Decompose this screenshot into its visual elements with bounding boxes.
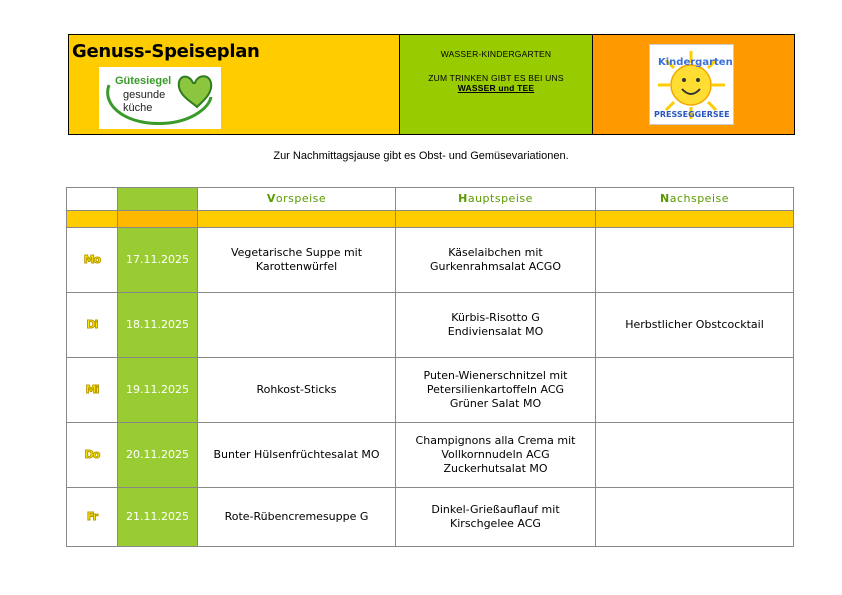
drink-info-line1: ZUM TRINKEN GIBT ES BEI UNS	[428, 73, 564, 83]
kindergarten-logo	[649, 44, 734, 125]
vorspeise-cell-line: Bunter Hülsenfrüchtesalat MO	[213, 448, 380, 461]
header-title-panel	[69, 35, 400, 134]
nachspeise-cell	[596, 228, 794, 293]
vorspeise-cell	[198, 358, 396, 423]
weekday-cell: Mi	[67, 358, 118, 423]
hauptspeise-cell-line: Gurkenrahmsalat ACGO	[430, 260, 561, 273]
svg-text:Kindergarten: Kindergarten	[658, 57, 733, 68]
header-date-cell	[118, 188, 198, 211]
day-rows	[67, 228, 794, 547]
spacer-cell	[67, 211, 118, 228]
guetesiegel-logo	[99, 67, 221, 129]
vorspeise-cell	[198, 423, 396, 488]
day-row	[67, 228, 794, 293]
hauptspeise-initial: H	[458, 192, 468, 205]
vorspeise-cell-line: Karottenwürfel	[255, 260, 338, 273]
spacer-cell	[396, 211, 596, 228]
hauptspeise-cell-line: Grüner Salat MO	[449, 397, 542, 410]
weekday-cell: Do	[67, 423, 118, 488]
hauptspeise-cell	[396, 358, 596, 423]
afternoon-snack-note: Zur Nachmittagsjause gibt es Obst- und Gemüsevariationen.	[273, 150, 569, 162]
guetesiegel-line1: Gütesiegel	[115, 75, 172, 87]
vorspeise-cell-line: Rote-Rübencremesuppe G	[224, 510, 369, 523]
nachspeise-cell-line: Herbstlicher Obstcocktail	[625, 318, 764, 331]
hauptspeise-cell-line: Champignons alla Crema mit	[415, 434, 576, 447]
hauptspeise-cell-line: Petersilienkartoffeln ACG	[426, 383, 565, 396]
hauptspeise-cell-line: Zuckerhutsalat MO	[443, 462, 548, 475]
kindergarten-name: WASSER-KINDERGARTEN	[440, 49, 552, 59]
hauptspeise-cell-line: Käselaibchen mit	[448, 246, 543, 259]
header-banner	[68, 34, 795, 135]
nachspeise-cell	[596, 423, 794, 488]
spacer-cell	[118, 211, 198, 228]
column-header-row	[67, 188, 794, 211]
hauptspeise-cell	[396, 293, 596, 358]
nachspeise-cell	[596, 488, 794, 547]
spacer-cell	[198, 211, 396, 228]
date-cell: 20.11.2025	[118, 423, 198, 488]
hauptspeise-cell-line: Endiviensalat MO	[447, 325, 544, 338]
sun-logo-icon	[650, 45, 733, 124]
column-header-nachspeise	[596, 188, 794, 211]
spacer-row	[67, 211, 794, 228]
hauptspeise-cell-line: Kirschgelee ACG	[450, 517, 541, 530]
column-header-hauptspeise	[396, 188, 596, 211]
hauptspeise-cell	[396, 228, 596, 293]
date-cell: 17.11.2025	[118, 228, 198, 293]
weekday-cell: Di	[67, 293, 118, 358]
guetesiegel-line3: küche	[123, 102, 153, 114]
hauptspeise-cell-line: Dinkel-Grießauflauf mit	[431, 503, 560, 516]
header-logo-panel	[593, 35, 794, 134]
vorspeise-cell	[198, 488, 396, 547]
date-cell: 19.11.2025	[118, 358, 198, 423]
column-header-vorspeise	[198, 188, 396, 211]
vorspeise-cell	[198, 293, 396, 358]
menu-table	[66, 187, 794, 547]
hauptspeise-cell	[396, 423, 596, 488]
day-row	[67, 293, 794, 358]
nachspeise-cell	[596, 358, 794, 423]
drink-info-line2: WASSER und TEE	[457, 83, 535, 93]
vorspeise-cell	[198, 228, 396, 293]
day-row	[67, 423, 794, 488]
nachspeise-cell	[596, 293, 794, 358]
hauptspeise-cell-line: Puten-Wienerschnitzel mit	[423, 369, 568, 382]
nachspeise-initial: N	[659, 192, 670, 205]
date-cell: 21.11.2025	[118, 488, 198, 547]
spacer-cell	[596, 211, 794, 228]
hauptspeise-cell	[396, 488, 596, 547]
guetesiegel-line2: gesunde	[123, 89, 166, 101]
weekday-cell: Fr	[67, 488, 118, 547]
vorspeise-cell-line: Vegetarische Suppe mit	[230, 246, 363, 259]
hauptspeise-rest: auptspeise	[467, 192, 533, 205]
page-title: Genuss-Speiseplan	[72, 41, 260, 62]
nachspeise-rest: achspeise	[669, 192, 729, 205]
vorspeise-rest: orspeise	[275, 192, 327, 205]
hauptspeise-cell-line: Vollkornnudeln ACG	[441, 448, 550, 461]
day-row	[67, 488, 794, 547]
weekday-cell: Mo	[67, 228, 118, 293]
date-cell: 18.11.2025	[118, 293, 198, 358]
hauptspeise-cell-line: Kürbis-Risotto G	[451, 311, 540, 324]
day-row	[67, 358, 794, 423]
header-info-panel	[400, 35, 593, 134]
vorspeise-cell-line: Rohkost-Sticks	[256, 383, 337, 396]
header-day-cell	[67, 188, 118, 211]
svg-text:PRESSEGGERSEE: PRESSEGGERSEE	[654, 110, 730, 119]
vorspeise-initial: V	[266, 192, 276, 205]
